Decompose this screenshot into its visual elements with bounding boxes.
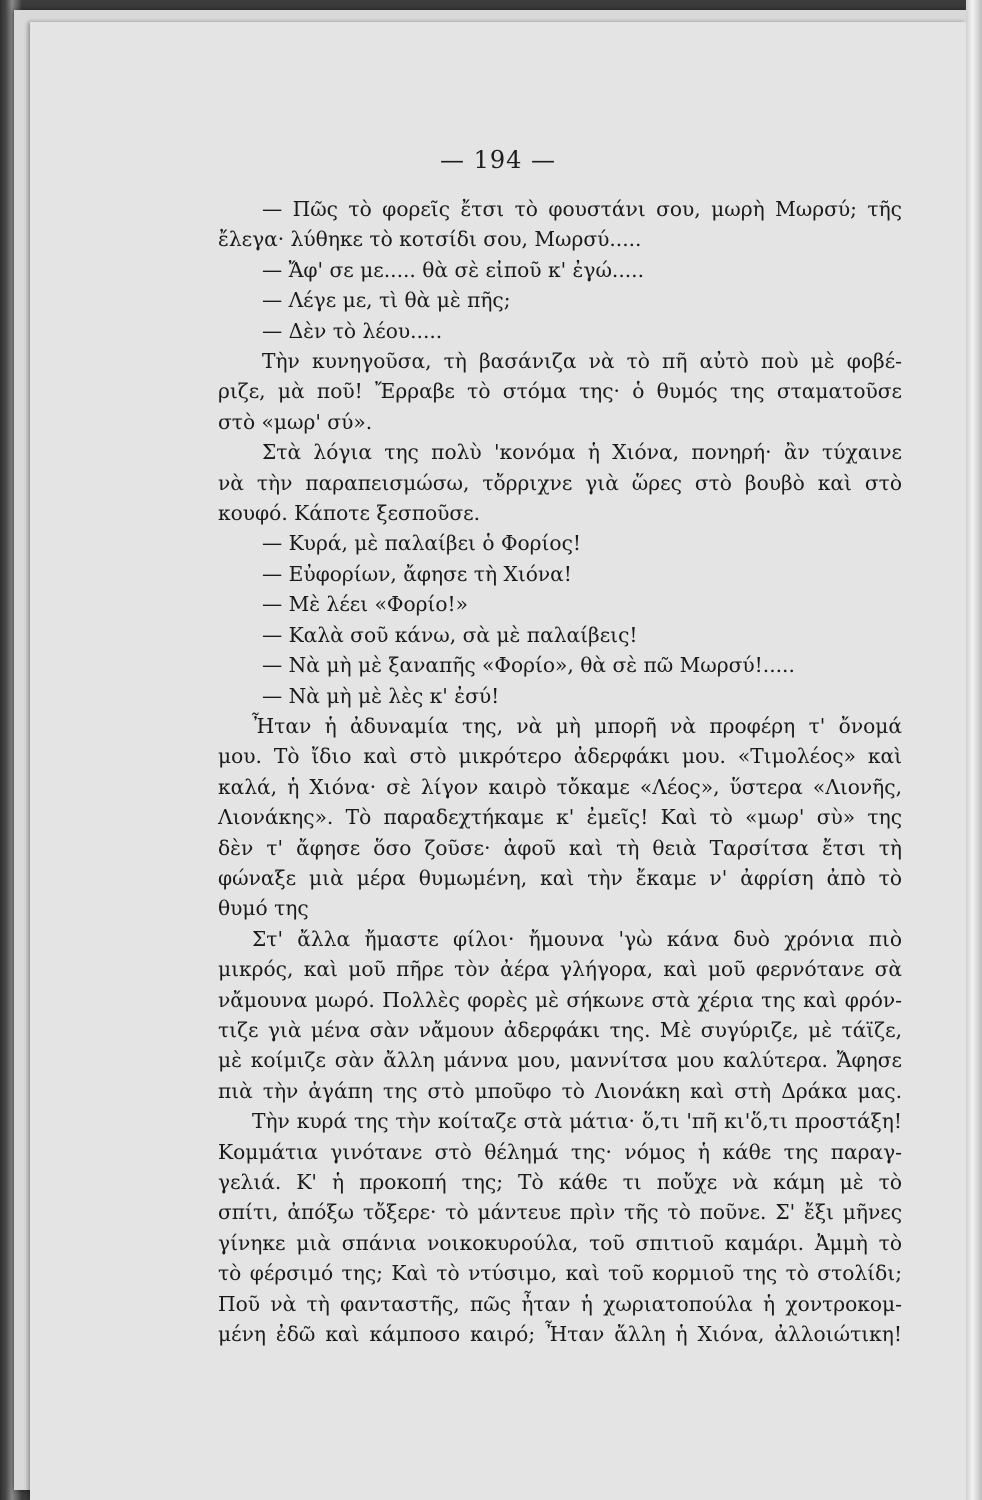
text-line: — Λέγε με, τὶ θὰ μὲ πῆς; xyxy=(262,288,511,313)
binding-edge xyxy=(966,0,982,1500)
text-line: θυμό της xyxy=(218,896,309,921)
text-line: κουφό. Κάποτε ξεσποῦσε. xyxy=(218,501,481,526)
text-line: Στὰ λόγια της πολὺ 'κονόμα ἡ Χιόνα, πονηρή· ἂν τύχαινε xyxy=(262,440,902,465)
text-line: δὲν τ' ἄφησε ὅσο ζοῦσε· ἀφοῦ καὶ τὴ θειὰ Ταρσίτσα ἔτσι τὴ xyxy=(218,835,902,860)
text-line: μὲ κοίμιζε σὰν ἄλλη μάννα μου, μαννίτσα μου καλύτερα. Ἄφησε xyxy=(218,1048,902,1073)
text-line: στὸ «μωρ' σύ». xyxy=(218,409,373,434)
text-line: — Καλὰ σοῦ κάνω, σὰ μὲ παλαίβεις! xyxy=(262,622,638,647)
text-line: νἄμουνα μωρό. Πολλὲς φορὲς μὲ σήκωνε στὰ χέρια της καὶ φρόν- xyxy=(218,987,902,1012)
text-line: Ἦταν ἡ ἀδυναμία της, νὰ μὴ μπορῆ νὰ προφέρη τ' ὄνομά xyxy=(252,713,902,738)
text-line: πιὰ τὴν ἀγάπη της στὸ μποῦφο τὸ Λιονάκη καὶ στὴ Δράκα μας. xyxy=(218,1078,902,1103)
text-line: καλά, ἡ Χιόνα· σὲ λίγον καιρὸ τὄκαμε «Λέος», ὕστερα «Λιονῆς, xyxy=(218,774,902,799)
book-page xyxy=(30,22,966,1500)
text-line: — Δὲν τὸ λέου..... xyxy=(262,318,443,343)
text-line: Στ' ἄλλα ἤμαστε φίλοι· ἤμουνα 'γὼ κάνα δυὸ χρόνια πιὸ xyxy=(252,926,902,951)
text-line: μου. Τὸ ἴδιο καὶ στὸ μικρότερο ἀδερφάκι μου. «Τιμολέος» καὶ xyxy=(218,744,902,769)
text-line: γίνηκε μιὰ σπάνια νοικοκυρούλα, τοῦ σπιτιοῦ καμάρι. Ἀμμὴ τὸ xyxy=(218,1230,902,1255)
text-line: Κομμάτια γινότανε στὸ θέλημά της· νόμος ἡ κάθε της παραγ- xyxy=(218,1139,902,1164)
text-line: Λιονάκης». Τὸ παραδεχτήκαμε κ' ἐμεῖς! Καὶ τὸ «μωρ' σὺ» της xyxy=(218,805,902,830)
text-line: τιζε γιὰ μένα σὰν νἄμουν ἀδερφάκι της. Μὲ συγύριζε, μὲ τάϊζε, xyxy=(218,1017,902,1042)
text-line: τὸ φέρσιμό της; Καὶ τὸ ντύσιμο, καὶ τοῦ κορμιοῦ της τὸ στολίδι; xyxy=(218,1261,902,1286)
text-line: — Νὰ μὴ μὲ ξαναπῆς «Φορίο», θὰ σὲ πῶ Μωρσύ!..... xyxy=(262,653,795,678)
text-line: Τὴν κυνηγοῦσα, τὴ βασάνιζα νὰ τὸ πῆ αὐτὸ ποὺ μὲ φοβέ- xyxy=(262,349,902,374)
text-line: Ποῦ νὰ τὴ φανταστῆς, πῶς ἦταν ἡ χωριατοπούλα ἡ χοντροκομ- xyxy=(218,1291,902,1316)
text-line: — Ἄφ' σε με..... θὰ σὲ εἰποῦ κ' ἐγώ..... xyxy=(262,257,645,282)
text-line: — Νὰ μὴ μὲ λὲς κ' ἐσύ! xyxy=(262,683,500,708)
page-text xyxy=(218,194,902,1349)
text-line: φώναξε μιὰ μέρα θυμωμένη, καὶ τὴν ἔκαμε ν' ἀφρίση ἀπὸ τὸ xyxy=(218,865,902,890)
text-line: — Εὐφορίων, ἄφησε τὴ Χιόνα! xyxy=(262,561,572,586)
page-number: — 194 — xyxy=(439,146,557,174)
text-line: μικρός, καὶ μοῦ πῆρε τὸν ἀέρα γλήγορα, καὶ μοῦ φερνότανε σὰ xyxy=(218,957,902,982)
text-line: γελιά. Κ' ἡ προκοπή της; Τὸ κάθε τι ποὔχε νὰ κάμη μὲ τὸ xyxy=(218,1170,902,1194)
text-line: Τὴν κυρά της τὴν κοίταζε στὰ μάτια· ὅ,τι 'πῆ κι'ὅ,τι προστάξη! xyxy=(252,1109,902,1134)
text-line: ἔλεγα· λύθηκε τὸ κοτσίδι σου, Μωρσύ..... xyxy=(218,227,642,252)
text-line: — Μὲ λέει «Φορίο!» xyxy=(262,592,469,617)
text-line: νὰ τὴν παραπεισμώσω, τὄρριχνε γιὰ ὥρες στὸ βουβὸ καὶ στὸ xyxy=(218,470,902,495)
text-line: ριζε, μὰ ποῦ! Ἔρραβε τὸ στόμα της· ὁ θυμός της σταματοῦσε xyxy=(218,379,902,404)
text-line: σπίτι, ἀπόξω τὄξερε· τὸ μάντευε πρὶν τῆς τὸ ποῦνε. Σ' ἔξι μῆνες xyxy=(218,1200,902,1225)
text-line: — Κυρά, μὲ παλαίβει ὁ Φορίος! xyxy=(262,531,581,556)
text-line: — Πῶς τὸ φορεῖς ἔτσι τὸ φουστάνι σου, μωρὴ Μωρσύ; τῆς xyxy=(262,197,902,221)
text-line: μένη ἐδῶ καὶ κάμποσο καιρό; Ἦταν ἄλλη ἡ Χιόνα, ἀλλοιώτικη! xyxy=(218,1322,902,1347)
